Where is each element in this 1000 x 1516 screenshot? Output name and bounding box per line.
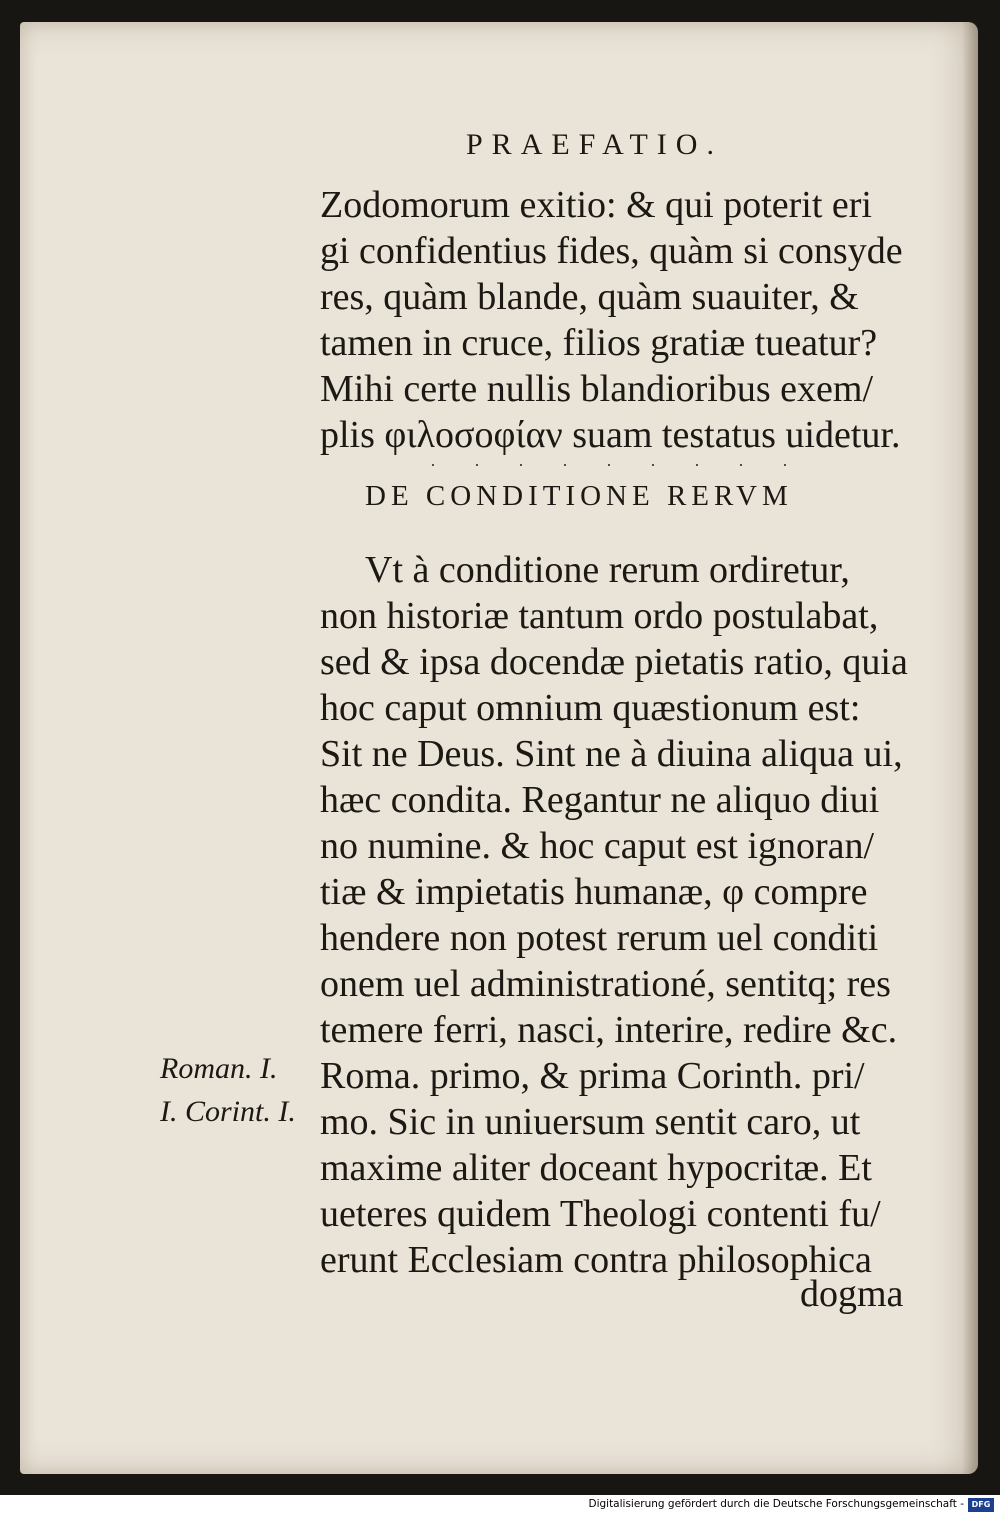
preface-line-2: gi confidentius fides, quàm si consyde [320, 230, 903, 272]
body-line-8: tiæ & impietatis humanæ, φ compre [320, 871, 868, 913]
body-line-10: onem uel administrationé, sentitq; res [320, 963, 891, 1005]
body-line-12: Roma. primo, & prima Corinth. pri/ [320, 1055, 865, 1097]
body-line-15: ueteres quidem Theologi contenti fu/ [320, 1193, 881, 1235]
margin-note-roman: Roman. I. [160, 1052, 278, 1085]
section-heading: DE CONDITIONE RERVM [365, 480, 793, 512]
footer-bar [0, 1495, 1000, 1516]
body-line-16: erunt Ecclesiam contra philosophica [320, 1239, 872, 1281]
body-line-3: sed & ipsa docendæ pietatis ratio, quia [320, 641, 908, 683]
body-line-13: mo. Sic in uniuersum sentit caro, ut [320, 1101, 861, 1143]
preface-line-5: Mihi certe nullis blandioribus exem/ [320, 368, 874, 410]
body-line-14: maxime aliter doceant hypocritæ. Et [320, 1147, 872, 1189]
preface-line-1: Zodomorum exitio: & qui poterit eri [320, 184, 872, 226]
catchword: dogma [800, 1273, 904, 1315]
preface-line-4: tamen in cruce, filios gratiæ tueatur? [320, 322, 878, 364]
margin-note-corinth: I. Corint. I. [160, 1095, 296, 1128]
dfg-logo-icon[interactable]: DFG [968, 1498, 994, 1512]
body-line-7: no numine. & hoc caput est ignoran/ [320, 825, 875, 867]
funding-credit: Digitalisierung gefördert durch die Deutsche Forschungsgemeinschaft - [588, 1498, 964, 1510]
body-line-9: hendere non potest rerum uel conditi [320, 917, 879, 959]
preface-line-3: res, quàm blande, quàm suauiter, & [320, 276, 859, 318]
body-line-4: hoc caput omnium quæstionum est: [320, 687, 861, 729]
ornament-dots: ········· [430, 455, 826, 475]
preface-line-6: plis φιλοσοφίαν suam testatus uidetur. [320, 414, 901, 456]
body-line-11: temere ferri, nasci, interire, redire &c. [320, 1009, 898, 1051]
body-line-2: non historiæ tantum ordo postulabat, [320, 595, 879, 637]
body-line-1: Vt à conditione rerum ordiretur, [365, 549, 850, 591]
body-line-6: hæc condita. Regantur ne aliquo diui [320, 779, 880, 821]
page-gutter-shadow [962, 22, 978, 1474]
body-line-5: Sit ne Deus. Sint ne à diuina aliqua ui, [320, 733, 903, 775]
running-head: PRAEFATIO. [466, 128, 723, 161]
